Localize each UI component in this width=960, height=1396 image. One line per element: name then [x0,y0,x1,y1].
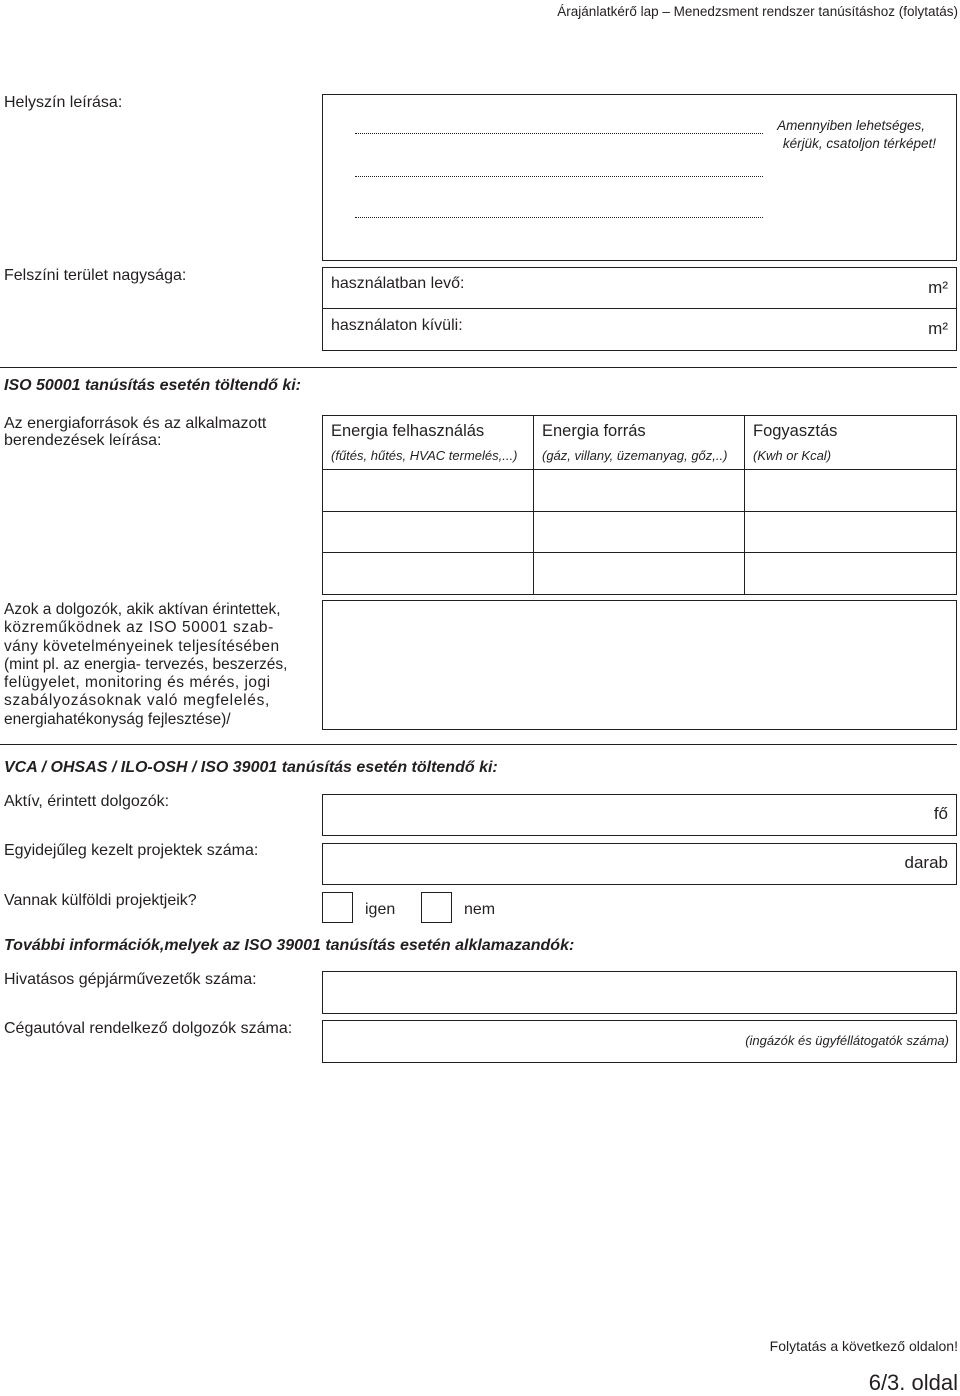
continue-note: Folytatás a következő oldalon! [769,1338,958,1354]
page-number: 6/3. oldal [868,1370,958,1395]
col-consumption-title: Fogyasztás [753,422,838,440]
surface-unused-unit: m² [928,319,948,338]
energy-label-line2: berendezések leírása: [4,432,162,449]
projects-label: Egyidejűleg kezelt projektek száma: [4,842,259,859]
location-line-1 [355,133,763,134]
projects-field[interactable] [322,843,957,885]
no-checkbox[interactable] [421,892,452,923]
running-header: Árajánlatkérő lap – Menedzsment rendszer tanúsításhoz (folytatás) [557,4,958,19]
no-label: nem [464,901,496,918]
energy-label-line1: Az energiaforrások és az alkalmazott [4,415,267,432]
energy-row-1[interactable] [322,470,957,511]
location-line-2 [355,176,763,177]
surface-divider [322,308,957,309]
workers-label-line: felügyelet, monitoring és mérés, jogi [4,674,271,692]
workers-label-line: (mint pl. az energia- tervezés, beszerzés, [4,655,288,673]
section-divider-1 [0,367,957,368]
drivers-label: Hivatásos gépjárművezetők száma: [4,971,257,988]
workers-label-line: közreműködnek az ISO 50001 szab- [4,619,274,637]
energy-row-3[interactable] [322,553,957,594]
vca-heading: VCA / OHSAS / ILO-OSH / ISO 39001 tanúsítás esetén töltendő ki: [4,759,498,776]
active-workers-field[interactable] [322,794,957,836]
location-label: Helyszín leírása: [4,94,123,111]
col-energy-source-title: Energia forrás [542,422,646,440]
surface-in-use-label: használatban levő: [331,275,465,292]
active-workers-unit: fő [933,804,948,823]
projects-unit: darab [904,853,948,872]
energy-row-2[interactable] [322,512,957,552]
drivers-field[interactable] [322,971,957,1014]
map-note-line2: kérjük, csatoljon térképet! [782,136,936,151]
workers-label-line: Azok a dolgozók, akik aktívan érintettek, [4,601,281,618]
yes-label: igen [365,901,396,918]
surface-label: Felszíni terület nagysága: [4,267,187,284]
surface-unused-label: használaton kívüli: [331,317,463,334]
workers-label-line: szabályozásoknak való megfelelés, [4,692,271,710]
workers-label-line: vány követelményeinek teljesítésében [4,637,280,655]
foreign-projects-label: Vannak külföldi projektjeik? [4,892,197,909]
iso50001-heading: ISO 50001 tanúsítás esetén töltendő ki: [4,377,301,394]
col-energy-use-title: Energia felhasználás [331,422,485,440]
map-note-line1: Amennyiben lehetséges, [777,118,925,133]
yes-checkbox[interactable] [322,892,353,923]
active-workers-label: Aktív, érintett dolgozók: [4,793,170,810]
workers-field[interactable] [322,600,957,730]
section-divider-2 [0,744,957,745]
iso39001-heading: További információk,melyek az ISO 39001 tanúsítás esetén alklamazandók: [4,937,575,954]
workers-label-line: energiahatékonyság fejlesztése)/ [4,710,231,728]
surface-in-use-unit: m² [928,278,948,297]
col-energy-use-hint: (fűtés, hűtés, HVAC termelés,...) [331,448,518,463]
company-car-hint: (ingázók és ügyféllátogatók száma) [745,1033,949,1048]
workers-label [4,601,319,729]
location-line-3 [355,217,763,218]
col-consumption-hint: (Kwh or Kcal) [753,448,832,463]
col-energy-source-hint: (gáz, villany, üzemanyag, gőz,..) [542,448,728,463]
company-car-label: Cégautóval rendelkező dolgozók száma: [4,1020,293,1037]
